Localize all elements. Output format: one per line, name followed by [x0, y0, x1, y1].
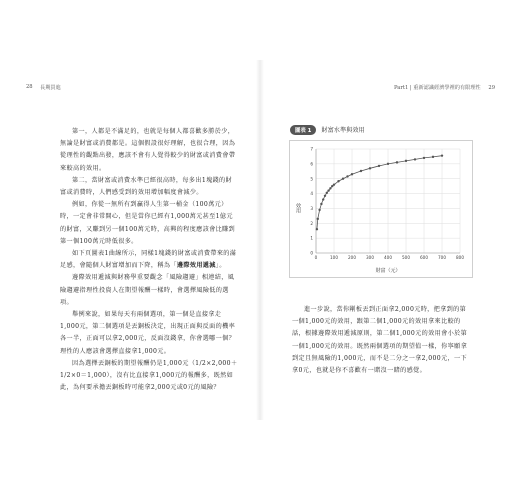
x-tick-label: 100: [330, 255, 338, 260]
utility-chart: [290, 141, 472, 277]
data-point: [326, 192, 328, 194]
paragraph-4: [60, 248, 238, 272]
x-tick-label: 700: [438, 255, 446, 260]
figure-label: [290, 124, 365, 135]
data-point: [378, 165, 380, 167]
data-point: [337, 180, 339, 182]
data-point: [405, 160, 407, 162]
right-page-number: 29: [488, 85, 495, 91]
data-point: [324, 195, 326, 197]
figure-title: 財富水準與效用: [321, 127, 365, 134]
paragraph-1: 第一，人都是不滿足的，也就是每個人都喜歡多勝於少，無論是財富或消費都是。這個假設很好理解，也很合理，因為從理性的觀點出發，應該不會有人覺得較少的財富或消費會帶來較高的效用。: [60, 128, 236, 172]
chart-frame: [289, 140, 473, 278]
y-axis-label: 效用: [295, 203, 301, 213]
data-point: [387, 163, 389, 165]
left-running-title: 長期買進: [40, 85, 61, 91]
data-point: [329, 187, 331, 189]
paragraph-6: 舉例來說，如果每天有兩個選項，第一個是直接拿走1,000元，第二個選項是丟銅板決定，出現正面與反面的機率各一半，正面可以拿2,000元，反面沒錢拿，你會選哪一個？理性的人應該會選擇直接拿1,000元。: [60, 311, 236, 355]
right-body-text: [292, 304, 470, 377]
right-paragraph-1: 進一步說，當你剛板丟到正面拿2,000元時，把拿到的第一個1,000元的效用，跟第二個1,000元的效用拿來比較的話，根據邊際效用遞減原則，第二個1,000元的效用會小於第一個1,000元的效用。既然兩個選項的期望值一樣，你寧願拿到定且無風險的1,000元，而不是二分之一拿2,000元，一下拿0元，也就是你不喜歡有一賭沒一賭的感覺。: [292, 306, 468, 375]
data-point: [396, 161, 398, 163]
x-tick-label: 0: [314, 255, 318, 260]
x-tick-label: 200: [348, 255, 356, 260]
paragraph-4-after: 」。: [215, 262, 226, 270]
left-page-number: 28: [26, 84, 33, 90]
data-point: [414, 158, 416, 160]
right-running-title: [394, 84, 495, 91]
paragraph-3: 例如，你從一無所有到贏得人生第一桶金（100萬元）時，一定會非常開心，但是當你已經有1,000萬元甚至1億元的財富，又賺到另一個100萬元時，高興的程度應該會比賺到第一個100萬元時低很多。: [60, 201, 236, 245]
x-tick-label: 500: [402, 255, 410, 260]
data-point: [346, 175, 348, 177]
data-point: [351, 173, 353, 175]
data-point: [333, 183, 335, 185]
data-point: [317, 218, 319, 220]
y-tick-label: 6: [310, 161, 313, 167]
y-tick-label: 3: [310, 206, 313, 212]
data-point: [369, 167, 371, 169]
paragraph-5: 邊際效用遞減與財務學重要觀念「風險趨避」相連結，風險趨避指理性投資人在期望報酬一樣時，會選擇風險低的選項。: [60, 274, 235, 306]
data-point: [322, 198, 324, 200]
data-point: [318, 209, 320, 211]
paragraph-7: 因為選擇丟銅板的期望報酬仍是1,000元（1/2×2,000＋1/2×0＝1,000），沒有比直接拿1,000元的報酬多，既然如此，為何要承擔丟銅板時可能拿2,000元或0元的風險？: [60, 359, 238, 392]
y-tick-label: 4: [310, 191, 313, 197]
data-point: [432, 156, 434, 158]
y-tick-label: 5: [310, 176, 313, 182]
data-point: [360, 170, 362, 172]
x-tick-label: 800: [456, 255, 464, 260]
x-tick-label: 300: [366, 255, 374, 260]
data-point: [423, 157, 425, 159]
paragraph-4-text: 如下頁圖表1曲線所示，同樣1塊錢的財富或消費帶來的滿足感，會隨個人財富增加而下降，稱為「: [60, 250, 237, 270]
y-tick-label: 2: [310, 220, 313, 226]
paragraph-2: 第二，當財富或消費水準已經很高時，每多出1塊錢的財富或消費時，人們感受到的效用增加幅度會減少。: [60, 176, 233, 197]
figure-tag: 圖表 1: [290, 125, 316, 135]
page-gutter: [256, 60, 264, 420]
data-point: [327, 189, 329, 191]
x-tick-label: 600: [420, 255, 428, 260]
x-axis-label: 財富（元）: [375, 268, 401, 274]
data-point: [342, 178, 344, 180]
right-running-title-text: Part1 | 重新認識經濟學裡的有限理性: [394, 85, 481, 91]
y-tick-label: 0: [310, 250, 313, 256]
left-body-text: [60, 126, 238, 394]
x-tick-label: 400: [384, 255, 392, 260]
data-point: [320, 203, 322, 205]
data-point: [441, 154, 443, 156]
y-tick-label: 1: [310, 235, 313, 241]
data-point: [316, 228, 318, 230]
paragraph-4-bold: 邊際效用遞減: [176, 262, 216, 270]
y-tick-label: 7: [310, 146, 313, 152]
